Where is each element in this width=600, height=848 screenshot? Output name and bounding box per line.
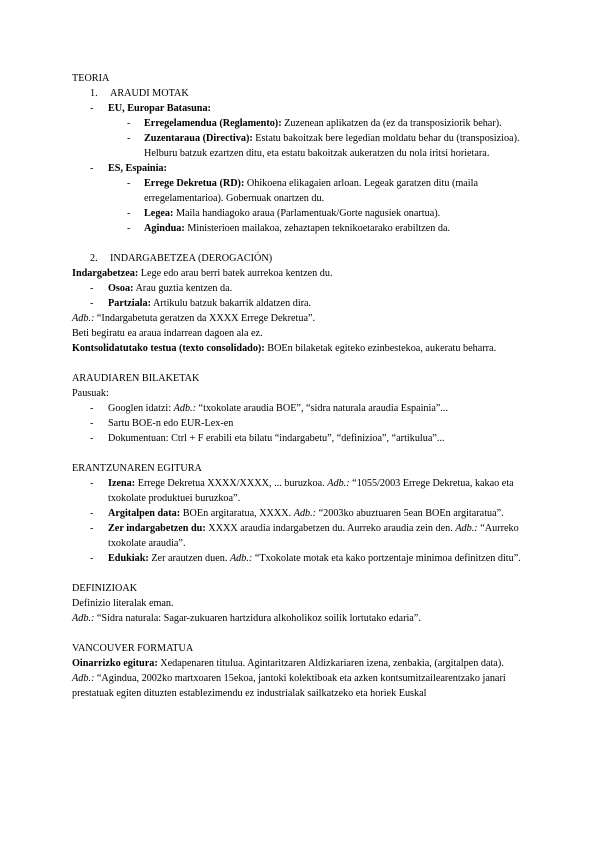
steps-intro: Pausuak: [72,388,109,399]
answer-item: - Izena: Errege Dekretua XXXX/XXXX, ... buruzkoa. Adb.: “1055/2003 Errege Dekretua, kakao eta txokolate produktuei buruzkoa”. [90,478,514,504]
section-vancouver-heading: VANCOUVER FORMATUA [72,643,194,654]
section-2-heading: 2. INDARGABETZEA (DEROGACIÓN) [90,253,273,264]
consolidated-text: Kontsolidatutako testua (texto consolidado): BOEn bilaketak egiteko ezinbestekoa, aukeratu beharra. [72,343,497,354]
section-definitions-heading: DEFINIZIOAK [72,583,138,594]
es-sub-item: - Legea: Maila handiagoko araua (Parlamentuak/Gorte nagusiek onartua). [127,208,441,219]
es-sub-item: - Errege Dekretua (RD): Ohikoena elikagaien arloan. Legeak garatzen ditu (maila erregelamentarioa). Gobernuak onartzen du. [127,178,478,204]
answer-list [72,476,532,566]
es-item: - ES, Espainia: [90,163,167,174]
step-item: - Sartu BOE-n edo EUR-Lex-en [90,418,234,429]
answer-item: - Zer indargabetzen du: XXXX araudia indargabetzen du. Aurreko araudia zein den. Adb.: “Aurreko txokolate araudia”. [90,523,519,549]
eu-sub-item: - Zuzentaraua (Directiva): Estatu bakoitzak bere legedian moldatu behar du (transposizioa). Helburu batzuk ezartzen ditu, eta estatu bakoitzak aukeratzen du nola iritsi horietara. [127,133,520,159]
definitions-line: Definizio literalak eman. [72,598,174,609]
answer-item: - Argitalpen data: BOEn argitaratua, XXXX. Adb.: “2003ko abuztuaren 5ean BOEn argitaratua”. [90,508,504,519]
eu-list [72,101,532,236]
derogation-note: Beti begiratu ea araua indarrean dagoen ala ez. [72,328,263,339]
es-sub-item: - Agindua: Ministerioen mailakoa, zehaztapen teknikoetarako erabiltzen da. [127,223,451,234]
definitions-example: Adb.: “Sidra naturala: Sagar-zukuaren hartzidura alkoholikoz soilik lortutako edaria”. [72,613,421,624]
section-1-heading: 1. ARAUDI MOTAK [90,88,189,99]
step-item: - Dokumentuan: Ctrl + F erabili eta bilatu “indargabetu”, “definizioa”, “artikulua”... [90,433,445,444]
doc-title: TEORIA [72,73,110,84]
eu-item: - EU, Europar Batasuna: [90,103,211,114]
section-search-heading: ARAUDIAREN BILAKETAK [72,373,200,384]
derogation-example: Adb.: “Indargabetuta geratzen da XXXX Errege Dekretua”. [72,313,316,324]
derogation-definition: Indargabetzea: Lege edo arau berri batek aurrekoa kentzen du. [72,268,333,279]
section-answer-heading: ERANTZUNAREN EGITURA [72,463,202,474]
document-page [72,71,532,701]
eu-sub-item: - Erregelamendua (Reglamento): Zuzenean aplikatzen da (ez da transposiziorik behar). [127,118,502,129]
answer-item: - Edukiak: Zer arautzen duen. Adb.: “Txokolate motak eta kako portzentaje minimoa definitzen ditu”. [90,553,521,564]
vancouver-structure: Oinarrizko egitura: Xedapenaren titulua. Agintaritzaren Aldizkariaren izena, zenbakia, (argitalpen data). [72,658,504,669]
vancouver-example: Adb.: “Agindua, 2002ko martxoaren 15ekoa, jantoki kolektiboak eta azken kontsumitzailearentzako janari prestatuak egiten dituzten establezimendu ez industrialak sailkatzeko eta horiek Euskal [72,673,506,699]
derogation-item: - Osoa: Arau guztia kentzen da. [90,283,233,294]
step-item: - Googlen idatzi: Adb.: “txokolate araudia BOE”, “sidra naturala araudia Espainia”... [90,403,449,414]
derogation-item: - Partziala: Artikulu batzuk bakarrik aldatzen dira. [90,298,312,309]
derogation-list [72,281,532,311]
steps-list [72,401,532,446]
